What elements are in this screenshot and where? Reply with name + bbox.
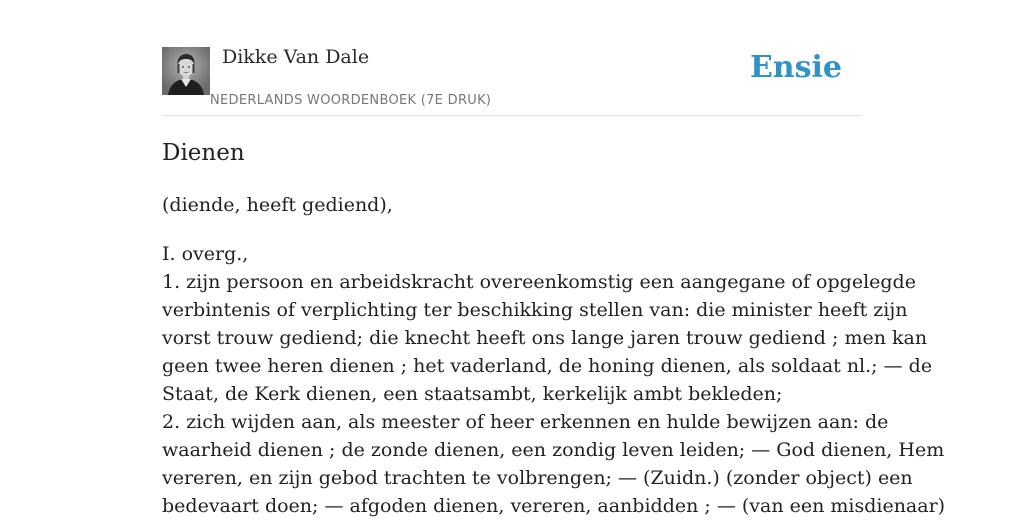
entry-title: Dienen bbox=[162, 140, 245, 166]
entry-definition bbox=[162, 240, 946, 520]
definition-line: I. overg., bbox=[162, 243, 249, 265]
entry-header bbox=[162, 0, 862, 116]
definition-line: 2. zich wijden aan, als meester of heer erkennen en hulde bewijzen aan: de bbox=[162, 411, 889, 433]
definition-line: vorst trouw gediend; die knecht heeft ons lange jaren trouw gediend ; men kan bbox=[162, 327, 928, 349]
author-name[interactable]: Dikke Van Dale bbox=[222, 46, 370, 68]
definition-line: Staat, de Kerk dienen, een staatsambt, kerkelijk ambt bekleden; bbox=[162, 383, 783, 405]
definition-line: geen twee heren dienen ; het vaderland, de honing dienen, als soldaat nl.; — de bbox=[162, 355, 933, 377]
definition-line: verbintenis of verplichting ter beschikking stellen van: die minister heeft zijn bbox=[162, 299, 908, 321]
entry-conjugation: (diende, heeft gediend), bbox=[162, 194, 393, 216]
definition-line: 1. zijn persoon en arbeidskracht overeenkomstig een aangegane of opgelegde bbox=[162, 271, 916, 293]
author-avatar[interactable] bbox=[162, 47, 210, 95]
dictionary-source[interactable]: NEDERLANDS WOORDENBOEK (7E DRUK) bbox=[210, 93, 492, 108]
portrait-image bbox=[162, 47, 210, 95]
brand-logo[interactable]: Ensie bbox=[749, 50, 842, 85]
definition-line: waarheid dienen ; de zonde dienen, een zondig leven leiden; — God dienen, Hem bbox=[162, 439, 945, 461]
entry-card bbox=[162, 0, 946, 517]
definition-line: vereren, en zijn gebod trachten te volbrengen; — (Zuidn.) (zonder object) een bbox=[162, 467, 913, 489]
definition-line: bedevaart doen; — afgoden dienen, vereren, aanbidden ; — (van een misdienaar) bbox=[162, 495, 946, 517]
